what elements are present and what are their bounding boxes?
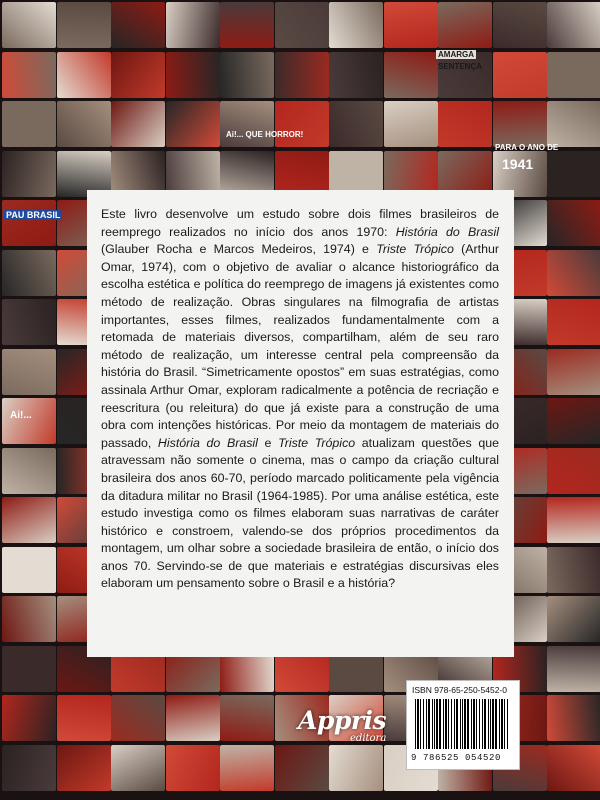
barcode-bar xyxy=(417,699,419,749)
barcode-bar xyxy=(479,699,480,749)
barcode-bar xyxy=(492,699,494,749)
film-still-tile xyxy=(2,745,56,791)
barcode-bar xyxy=(445,699,447,749)
film-still-tile xyxy=(57,52,111,98)
barcode-bar xyxy=(454,699,455,749)
film-still-tile xyxy=(547,151,600,197)
film-still-tile xyxy=(547,101,600,147)
film-still-tile xyxy=(438,101,492,147)
film-still-tile xyxy=(275,2,329,48)
film-still-tile xyxy=(2,2,56,48)
film-still-tile xyxy=(2,200,56,246)
film-still-tile xyxy=(2,151,56,197)
film-still-tile xyxy=(220,101,274,147)
barcode-bar xyxy=(501,699,503,749)
film-title-historia-do-brasil-2: História do Brasil xyxy=(157,435,258,450)
barcode-bar xyxy=(484,699,486,749)
film-still-tile xyxy=(220,2,274,48)
film-still-tile xyxy=(57,2,111,48)
barcode-bar xyxy=(439,699,441,749)
film-still-tile xyxy=(275,101,329,147)
still-caption-ai-que: Ai!... QUE HORROR! xyxy=(226,130,304,139)
barcode-bar xyxy=(426,699,427,749)
synopsis-text xyxy=(101,206,499,593)
film-still-tile xyxy=(2,250,56,296)
film-still-tile xyxy=(2,695,56,741)
barcode-bar xyxy=(488,699,489,749)
barcode-bar xyxy=(507,699,508,749)
film-still-tile xyxy=(493,52,547,98)
film-still-tile xyxy=(547,448,600,494)
isbn-barcode-box xyxy=(406,680,520,770)
film-still-tile xyxy=(2,398,56,444)
film-still-tile xyxy=(547,250,600,296)
barcode-bar xyxy=(504,699,505,749)
barcode-bar xyxy=(473,699,475,749)
film-still-tile xyxy=(166,101,220,147)
film-still-tile xyxy=(111,745,165,791)
film-still-tile xyxy=(329,2,383,48)
film-still-tile xyxy=(275,745,329,791)
film-still-tile xyxy=(2,52,56,98)
film-still-tile xyxy=(329,101,383,147)
barcode-bar xyxy=(499,699,500,749)
publisher-name: Appris xyxy=(298,706,387,735)
film-still-tile xyxy=(2,547,56,593)
barcode-bar xyxy=(482,699,483,749)
film-still-tile xyxy=(547,646,600,692)
barcode-bar xyxy=(428,699,430,749)
still-caption-year: 1941 xyxy=(502,156,534,172)
barcode-bar xyxy=(476,699,477,749)
film-still-tile xyxy=(547,497,600,543)
film-still-tile xyxy=(166,695,220,741)
still-caption-amarga: AMARGA xyxy=(438,50,474,59)
film-still-tile xyxy=(166,2,220,48)
film-still-tile xyxy=(166,745,220,791)
barcode-bar xyxy=(451,699,452,749)
film-still-tile xyxy=(547,200,600,246)
film-still-tile xyxy=(275,52,329,98)
isbn-label: ISBN 978-65-250-5452-0 xyxy=(412,685,507,695)
film-still-tile xyxy=(547,695,600,741)
barcode-bar xyxy=(432,699,433,749)
still-caption-ai-short: Ai!... xyxy=(10,410,32,421)
barcode-bar xyxy=(436,699,438,749)
still-caption-pau-brasil: PAU BRASIL xyxy=(6,210,61,220)
barcode-bar xyxy=(462,699,463,749)
barcode-bar xyxy=(490,699,491,749)
film-still-tile xyxy=(384,2,438,48)
film-still-tile xyxy=(2,299,56,345)
film-still-tile xyxy=(547,398,600,444)
publisher-tagline: editora xyxy=(350,733,387,744)
film-still-tile xyxy=(547,299,600,345)
barcode-bar xyxy=(420,699,421,749)
film-still-tile xyxy=(493,2,547,48)
film-still-tile xyxy=(220,745,274,791)
barcode-bar xyxy=(415,699,416,749)
barcode-bar xyxy=(423,699,424,749)
barcode-bar xyxy=(495,699,497,749)
film-still-tile xyxy=(57,745,111,791)
film-still-tile xyxy=(329,745,383,791)
film-still-tile xyxy=(384,101,438,147)
barcode-bar xyxy=(434,699,435,749)
film-still-tile xyxy=(220,695,274,741)
barcode-bar xyxy=(471,699,472,749)
film-still-tile xyxy=(547,745,600,791)
barcode-bar xyxy=(448,699,449,749)
film-still-tile xyxy=(111,52,165,98)
film-still-tile xyxy=(2,101,56,147)
barcode-bar xyxy=(464,699,466,749)
film-still-tile xyxy=(2,448,56,494)
synopsis-part-1: Este livro desenvolve um estudo sobre dois filmes brasileiros de reemprego realizados no início dos anos 1970: xyxy=(101,207,499,239)
film-title-historia-do-brasil: História do Brasil xyxy=(395,224,500,239)
film-still-tile xyxy=(220,52,274,98)
film-still-tile xyxy=(111,2,165,48)
still-caption-sentenca: SENTENÇA xyxy=(438,62,483,71)
film-still-tile xyxy=(2,596,56,642)
film-title-triste-tropico: Triste Trópico xyxy=(376,242,454,257)
film-still-tile xyxy=(57,101,111,147)
film-still-tile xyxy=(547,547,600,593)
film-still-tile xyxy=(2,349,56,395)
synopsis-part-3: (Arthur Omar, 1974), com o objetivo de avaliar o alcance historiográfico da escolha estética e política do reemprego de imagens já existentes como método de realização. Obras singulares na filmografia de artistas importantes, esses filmes, realizados fundamentalmente com a retomada de materiais diversos, compartilham, além de seu raro método de realização, um interesse central pela compreensão da história do Brasil. “Simetricamente opostos” em suas estratégias, como assinala Arthur Omar, exploram radicalmente a potência de recriação e reescritura (ou releitura) do que já existe para a construção de uma obra com intenções históricas. Por meio da montagem de materiais do passado, xyxy=(101,242,499,450)
barcode-bar xyxy=(443,699,444,749)
synopsis-panel xyxy=(87,190,514,657)
synopsis-part-5: atualizam questões que atravessam não somente o cinema, mas o campo da criação cultural brasileira dos anos 60-70, período marcado politicamente pela vigência da ditadura militar no Brasil (1964-1985). Por uma análise estética, este estudo investiga como os filmes elaboram suas narrativas de caráter histórico e constroem, valendo-se dos próprios procedimentos da montagem, um olhar sobre a sociedade brasileira de então, o início dos anos 70. Servindo-se de que materiais e estratégias discursivas eles elaboram um pensamento sobre o Brasil e a história? xyxy=(101,435,500,591)
barcode-bar xyxy=(460,699,461,749)
film-still-tile xyxy=(111,695,165,741)
film-still-tile xyxy=(547,2,600,48)
film-still-tile xyxy=(547,596,600,642)
barcode-bar xyxy=(467,699,469,749)
film-still-tile xyxy=(384,52,438,98)
film-still-tile xyxy=(329,52,383,98)
film-still-tile xyxy=(493,101,547,147)
barcode-icon xyxy=(413,699,513,751)
isbn-digits: 9 786525 054520 xyxy=(411,753,502,763)
synopsis-part-4: e xyxy=(257,435,279,450)
synopsis-part-2: (Glauber Rocha e Marcos Medeiros, 1974) e xyxy=(101,242,377,257)
still-caption-para-o-ano: PARA O ANO DE xyxy=(495,143,559,152)
barcode-bar xyxy=(456,699,458,749)
film-title-triste-tropico-2: Triste Trópico xyxy=(278,435,356,450)
film-still-tile xyxy=(57,695,111,741)
film-still-tile xyxy=(166,52,220,98)
film-still-tile xyxy=(2,497,56,543)
film-still-tile xyxy=(438,2,492,48)
film-still-tile xyxy=(111,101,165,147)
film-still-tile xyxy=(2,646,56,692)
film-still-tile xyxy=(547,52,600,98)
film-still-tile xyxy=(547,349,600,395)
